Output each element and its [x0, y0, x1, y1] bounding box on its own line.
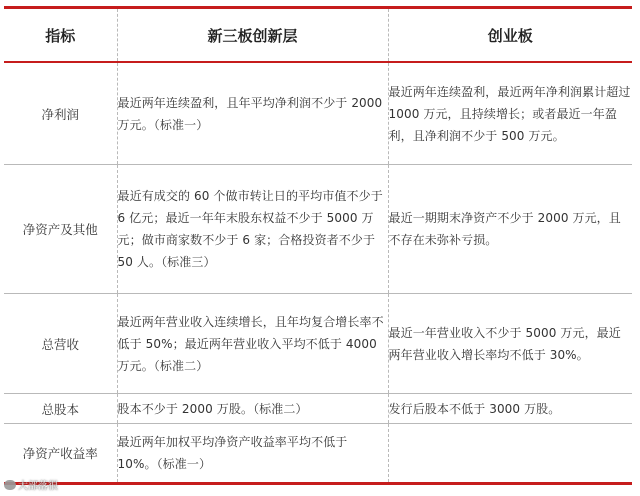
comparison-table [4, 6, 632, 485]
chat-bubble-icon [4, 480, 16, 490]
gem-criterion [388, 424, 632, 484]
row-label: 总股本 [4, 394, 117, 424]
table-row [4, 394, 632, 424]
gem-criterion: 发行后股本不低于 3000 万股。 [388, 394, 632, 424]
watermark-text: 大部落很 [18, 481, 58, 492]
neeq-criterion: 最近两年连续盈利，且年平均净利润不少于 2000 万元。（标准一） [117, 62, 388, 165]
table-row [4, 62, 632, 165]
neeq-criterion: 最近两年加权平均净资产收益率平均不低于 10%。（标准一） [117, 424, 388, 484]
table-row [4, 294, 632, 394]
row-label: 净利润 [4, 62, 117, 165]
header-gem: 创业板 [388, 8, 632, 63]
row-label: 净资产及其他 [4, 165, 117, 294]
neeq-criterion: 最近有成交的 60 个做市转让日的平均市值不少于 6 亿元；最近一年年末股东权益不少于 5000 万元；做市商家数不少于 6 家；合格投资者不少于 50 人。（标准三） [117, 165, 388, 294]
row-label: 净资产收益率 [4, 424, 117, 484]
neeq-criterion: 最近两年营业收入连续增长，且年均复合增长率不低于 50%；最近两年营业收入平均不低于 4000 万元。（标准二） [117, 294, 388, 394]
neeq-criterion: 股本不少于 2000 万股。（标准二） [117, 394, 388, 424]
header-row [4, 8, 632, 63]
row-label: 总营收 [4, 294, 117, 394]
watermark [4, 477, 58, 492]
gem-criterion: 最近两年连续盈利，最近两年净利润累计超过 1000 万元，且持续增长；或者最近一年盈利，且净利润不少于 500 万元。 [388, 62, 632, 165]
table-row [4, 165, 632, 294]
gem-criterion: 最近一年营业收入不少于 5000 万元，最近两年营业收入增长率均不低于 30%。 [388, 294, 632, 394]
header-neeq-innovation: 新三板创新层 [117, 8, 388, 63]
table-row [4, 424, 632, 484]
header-indicator: 指标 [4, 8, 117, 63]
table-header [4, 8, 632, 63]
table-body [4, 62, 632, 484]
gem-criterion: 最近一期期末净资产不少于 2000 万元，且不存在未弥补亏损。 [388, 165, 632, 294]
